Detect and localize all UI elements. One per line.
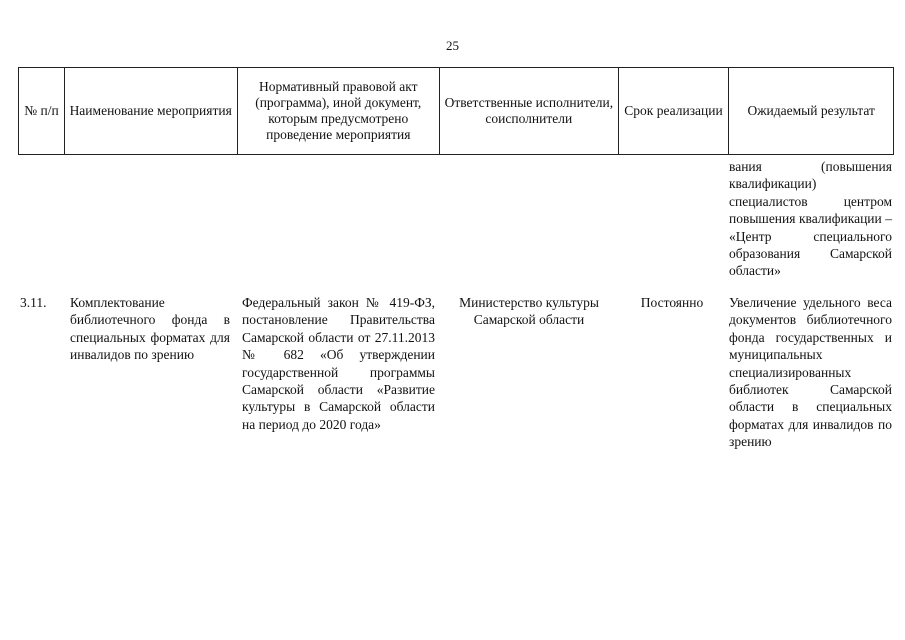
header-col-responsible: Ответственные исполнители, соисполнители (440, 68, 619, 154)
row-number: 3.11. (20, 295, 47, 310)
header-col-result: Ожидаемый результат (747, 103, 875, 118)
header-col-term: Срок реализации (619, 68, 730, 154)
header-col-number: № п/п (19, 68, 65, 154)
row-event-name: Комплектование библиотечного фонда в специальных форматах для инвалидов по зрению (70, 295, 230, 363)
row-legal-act: Федеральный закон № 419-ФЗ, постановление Правительства Самарской области от 27.11.2013 № 682 «Об утверждении государственной программы Самарской области «Развитие культуры в Самарской области на период до 2020 года» (242, 295, 435, 432)
row-expected-result: Увеличение удельного веса документов библиотечного фонда государственных и муниципальных специализированных библиотек Самарской области в специальных форматах для инвалидов по зрению (729, 295, 892, 450)
table-header (18, 67, 894, 155)
continued-result-text: вания (повышения квалификации) специалистов центром повышения квалификации – «Центр специального образования Самарской области» (729, 159, 892, 279)
header-col-name: Наименование мероприятия (65, 68, 238, 154)
row-term: Постоянно (640, 295, 704, 310)
page-number: 25 (446, 38, 459, 53)
header-col-act: Нормативный правовой акт (программа), иной документ, которым предусмотрено проведение мероприятия (238, 68, 441, 154)
row-responsible: Министерство культуры Самарской области (459, 295, 599, 328)
